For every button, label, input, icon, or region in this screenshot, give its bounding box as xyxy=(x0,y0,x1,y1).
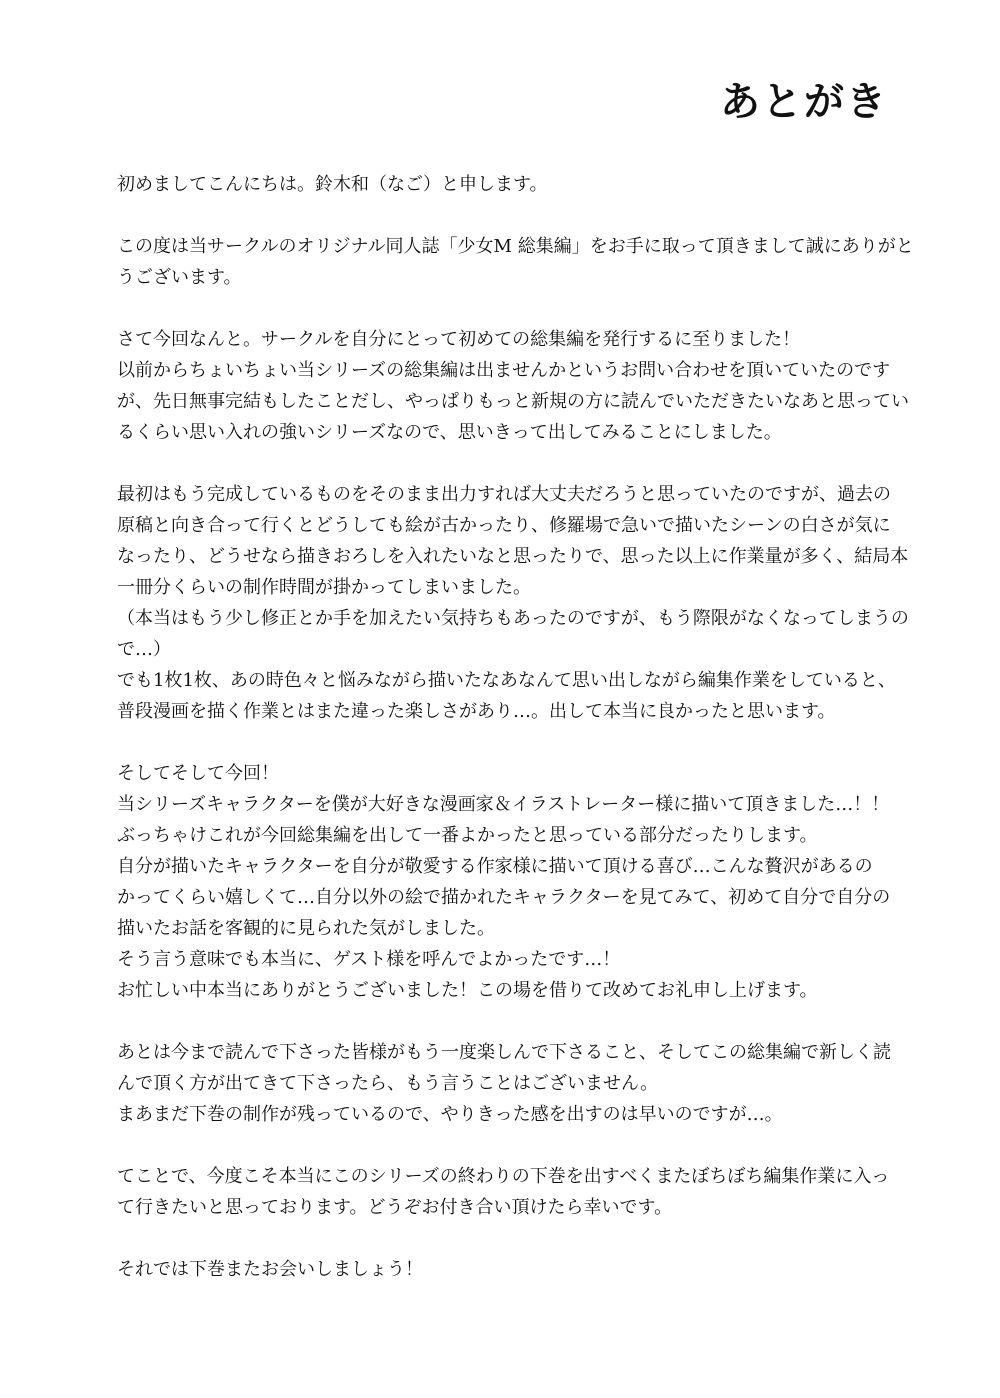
text-line: それでは下巻またお会いしましょう！ xyxy=(117,1259,423,1280)
text-line: （本当はもう少し修正とか手を加えたい気持ちもあったのですが、もう際限がなくなってしまうの xyxy=(117,608,909,629)
text-line: で…） xyxy=(117,639,171,660)
page-title: あとがき xyxy=(720,79,888,125)
text-line: 以前からちょいちょい当シリーズの総集編は出ませんかというお問い合わせを頂いていたのです xyxy=(117,360,891,381)
afterword-body xyxy=(117,169,914,1285)
text-line: 普段漫画を描く作業とはまた違った楽しさがあり…。出して本当に良かったと思います。 xyxy=(117,701,836,722)
text-line: 最初はもう完成しているものをそのまま出力すれば大丈夫だろうと思っていたのですが、過去の xyxy=(117,484,891,505)
text-line: が、先日無事完結もしたことだし、やっぱりもっと新規の方に読んでいただきたいなあと思ってい xyxy=(117,391,909,412)
text-line: でも1枚1枚、あの時色々と悩みながら描いたなあなんて思い出しながら編集作業をしていると、 xyxy=(117,670,896,691)
paragraph-gap xyxy=(117,727,847,758)
paragraph-gap xyxy=(117,448,847,479)
text-line: あとは今まで読んで下さった皆様がもう一度楽しんで下さること、そしてこの総集編で新しく読 xyxy=(117,1042,891,1063)
text-line: かってくらい嬉しくて…自分以外の絵で描かれたキャラクターを見てみて、初めて自分で自分の xyxy=(117,887,891,908)
text-line: てことで、今度こそ本当にこのシリーズの終わりの下巻を出すべくまたぼちぼち編集作業に入っ xyxy=(117,1166,890,1187)
paragraph-gap xyxy=(117,200,847,231)
text-line: 原稿と向き合って行くとどうしても絵が古かったり、修羅場で急いで描いたシーンの白さが気に xyxy=(117,515,891,536)
text-line: そしてそして今回！ xyxy=(117,763,279,784)
text-line: まあまだ下巻の制作が残っているので、やりきった感を出すのは早いのですが…。 xyxy=(117,1104,783,1125)
text-line: そう言う意味でも本当に、ゲスト様を呼んでよかったです…！ xyxy=(117,949,621,970)
text-line: ぶっちゃけこれが今回総集編を出して一番よかったと思っている部分だったりします。 xyxy=(117,825,818,846)
paragraph-gap xyxy=(117,293,847,324)
text-line: 当シリーズキャラクターを僕が大好きな漫画家＆イラストレーター様に描いて頂きました…！！ xyxy=(117,794,890,815)
paragraph-gap xyxy=(117,1223,847,1254)
text-line: 初めましてこんにちは。鈴木和（なご）と申します。 xyxy=(117,174,548,195)
text-line: て行きたいと思っております。どうぞお付き合い頂けたら幸いです。 xyxy=(117,1197,673,1218)
text-line: 自分が描いたキャラクターを自分が敬愛する作家様に描いて頂ける喜び…こんな贅沢があるの xyxy=(117,856,873,877)
text-line: この度は当サークルのオリジナル同人誌「少女M 総集編」をお手に取って頂きまして誠にありがと xyxy=(117,236,914,257)
text-line: んで頂く方が出てきて下さったら、もう言うことはございません。 xyxy=(117,1073,659,1094)
text-line: うございます。 xyxy=(117,267,242,288)
paragraph-gap xyxy=(117,1130,847,1161)
paragraph-gap xyxy=(117,1006,847,1037)
text-line: なったり、どうせなら描きおろしを入れたいなと思ったりで、思った以上に作業量が多く、結局本 xyxy=(117,546,909,567)
text-line: 描いたお話を客観的に見られた気がしました。 xyxy=(117,918,495,939)
text-line: るくらい思い入れの強いシリーズなので、思いきって出してみることにしました。 xyxy=(117,422,782,443)
text-line: お忙しい中本当にありがとうございました！この場を借りて改めてお礼申し上げます。 xyxy=(117,980,818,1001)
text-line: さて今回なんと。サークルを自分にとって初めての総集編を発行するに至りました！ xyxy=(117,329,801,350)
text-line: 一冊分くらいの制作時間が掛かってしまいました。 xyxy=(117,577,531,598)
